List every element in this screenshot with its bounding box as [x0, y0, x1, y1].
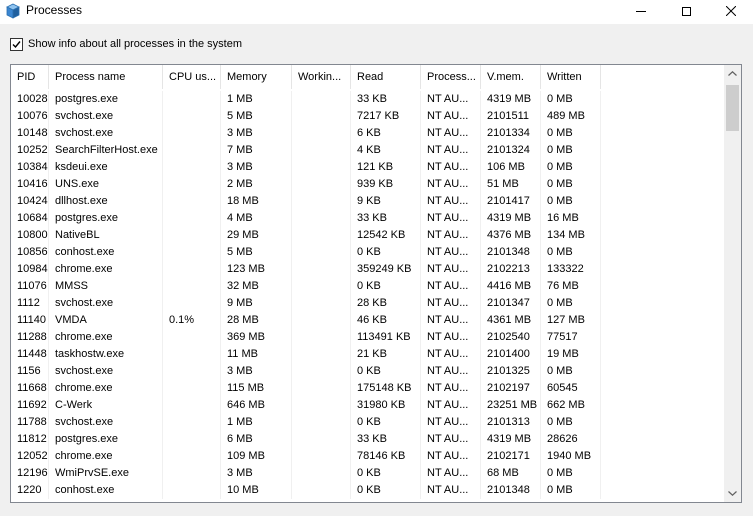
read-cell: 46 KB [351, 312, 421, 329]
cpu-usage-cell [163, 346, 221, 363]
memory-cell: 10 MB [221, 482, 292, 499]
working-set-cell [292, 91, 351, 108]
working-set-cell [292, 414, 351, 431]
column-header-working-set[interactable]: Workin... [292, 65, 351, 89]
process-owner-cell: NT AU... [421, 278, 481, 295]
process-name-cell: MMSS [49, 278, 163, 295]
virtual-memory-cell: 2101348 [481, 482, 541, 499]
pid-cell: 1220 [11, 482, 49, 499]
window-title: Processes [26, 3, 83, 17]
read-cell: 28 KB [351, 295, 421, 312]
cpu-usage-cell [163, 159, 221, 176]
written-cell: 0 MB [541, 159, 601, 176]
table-row[interactable] [11, 193, 725, 210]
pid-cell: 10148 [11, 125, 49, 142]
written-cell: 16 MB [541, 210, 601, 227]
memory-cell: 2 MB [221, 176, 292, 193]
working-set-cell [292, 210, 351, 227]
chevron-up-icon [728, 71, 737, 76]
row-filler [601, 363, 725, 380]
process-name-cell: svchost.exe [49, 414, 163, 431]
written-cell: 662 MB [541, 397, 601, 414]
process-name-cell: svchost.exe [49, 125, 163, 142]
process-owner-cell: NT AU... [421, 414, 481, 431]
cpu-usage-cell [163, 142, 221, 159]
scroll-up-button[interactable] [724, 65, 741, 82]
cpu-usage-cell [163, 193, 221, 210]
process-name-cell: svchost.exe [49, 363, 163, 380]
written-cell: 0 MB [541, 91, 601, 108]
working-set-cell [292, 482, 351, 499]
row-filler [601, 142, 725, 159]
table-row[interactable] [11, 380, 725, 397]
working-set-cell [292, 465, 351, 482]
pid-cell: 10984 [11, 261, 49, 278]
process-owner-cell: NT AU... [421, 465, 481, 482]
working-set-cell [292, 329, 351, 346]
read-cell: 12542 KB [351, 227, 421, 244]
column-header-written[interactable]: Written [541, 65, 601, 89]
minimize-button[interactable] [618, 0, 664, 22]
virtual-memory-cell: 2101511 [481, 108, 541, 125]
cpu-usage-cell [163, 482, 221, 499]
column-header-memory[interactable]: Memory [221, 65, 292, 89]
read-cell: 0 KB [351, 482, 421, 499]
row-filler [601, 227, 725, 244]
row-filler [601, 448, 725, 465]
column-header-process-name[interactable]: Process name [49, 65, 163, 89]
table-row[interactable] [11, 261, 725, 278]
working-set-cell [292, 108, 351, 125]
memory-cell: 32 MB [221, 278, 292, 295]
read-cell: 113491 KB [351, 329, 421, 346]
working-set-cell [292, 278, 351, 295]
pid-cell: 11076 [11, 278, 49, 295]
row-filler [601, 431, 725, 448]
column-header-filler [601, 65, 725, 89]
written-cell: 76 MB [541, 278, 601, 295]
cpu-usage-cell: 0.1% [163, 312, 221, 329]
virtual-memory-cell: 4376 MB [481, 227, 541, 244]
row-filler [601, 108, 725, 125]
memory-cell: 1 MB [221, 91, 292, 108]
cpu-usage-cell [163, 397, 221, 414]
process-owner-cell: NT AU... [421, 380, 481, 397]
process-name-cell: UNS.exe [49, 176, 163, 193]
written-cell: 134 MB [541, 227, 601, 244]
row-filler [601, 380, 725, 397]
pid-cell: 11812 [11, 431, 49, 448]
scroll-thumb[interactable] [726, 85, 739, 131]
table-row[interactable] [11, 227, 725, 244]
process-name-cell: conhost.exe [49, 244, 163, 261]
process-owner-cell: NT AU... [421, 397, 481, 414]
table-row[interactable] [11, 108, 725, 125]
process-name-cell: svchost.exe [49, 108, 163, 125]
virtual-memory-cell: 2101325 [481, 363, 541, 380]
memory-cell: 369 MB [221, 329, 292, 346]
process-name-cell: postgres.exe [49, 210, 163, 227]
cpu-usage-cell [163, 108, 221, 125]
virtual-memory-cell: 4416 MB [481, 278, 541, 295]
read-cell: 939 KB [351, 176, 421, 193]
process-name-cell: VMDA [49, 312, 163, 329]
process-name-cell: chrome.exe [49, 261, 163, 278]
process-owner-cell: NT AU... [421, 329, 481, 346]
vertical-scrollbar[interactable] [724, 65, 741, 502]
read-cell: 359249 KB [351, 261, 421, 278]
virtual-memory-cell: 2102540 [481, 329, 541, 346]
pid-cell: 10416 [11, 176, 49, 193]
process-name-cell: conhost.exe [49, 482, 163, 499]
table-row[interactable] [11, 448, 725, 465]
cpu-usage-cell [163, 125, 221, 142]
virtual-memory-cell: 4319 MB [481, 431, 541, 448]
pid-cell: 1156 [11, 363, 49, 380]
row-filler [601, 261, 725, 278]
title-bar [0, 0, 753, 24]
show-all-processes-label: Show info about all processes in the system [28, 37, 243, 50]
written-cell: 127 MB [541, 312, 601, 329]
row-filler [601, 159, 725, 176]
cpu-usage-cell [163, 363, 221, 380]
process-owner-cell: NT AU... [421, 346, 481, 363]
process-name-cell: chrome.exe [49, 329, 163, 346]
read-cell: 0 KB [351, 414, 421, 431]
process-list[interactable] [10, 64, 742, 503]
working-set-cell [292, 142, 351, 159]
cpu-usage-cell [163, 448, 221, 465]
read-cell: 7217 KB [351, 108, 421, 125]
process-owner-cell: NT AU... [421, 244, 481, 261]
table-row[interactable] [11, 329, 725, 346]
process-name-cell: svchost.exe [49, 295, 163, 312]
written-cell: 0 MB [541, 295, 601, 312]
written-cell: 0 MB [541, 176, 601, 193]
memory-cell: 3 MB [221, 465, 292, 482]
memory-cell: 9 MB [221, 295, 292, 312]
process-owner-cell: NT AU... [421, 159, 481, 176]
memory-cell: 29 MB [221, 227, 292, 244]
virtual-memory-cell: 2101417 [481, 193, 541, 210]
working-set-cell [292, 176, 351, 193]
show-all-processes-checkbox[interactable] [10, 38, 23, 51]
process-name-cell: taskhostw.exe [49, 346, 163, 363]
table-row[interactable] [11, 414, 725, 431]
read-cell: 33 KB [351, 431, 421, 448]
read-cell: 33 KB [351, 210, 421, 227]
minimize-icon [636, 11, 646, 12]
cpu-usage-cell [163, 261, 221, 278]
row-filler [601, 210, 725, 227]
column-header-virtual-memory[interactable]: V.mem. [481, 65, 541, 89]
working-set-cell [292, 227, 351, 244]
table-row[interactable] [11, 210, 725, 227]
cpu-usage-cell [163, 91, 221, 108]
process-name-cell: postgres.exe [49, 91, 163, 108]
process-owner-cell: NT AU... [421, 482, 481, 499]
show-all-processes-option[interactable] [10, 37, 242, 51]
memory-cell: 1 MB [221, 414, 292, 431]
cpu-usage-cell [163, 176, 221, 193]
table-row[interactable] [11, 244, 725, 261]
written-cell: 28626 [541, 431, 601, 448]
read-cell: 175148 KB [351, 380, 421, 397]
table-row[interactable] [11, 159, 725, 176]
row-filler [601, 176, 725, 193]
read-cell: 0 KB [351, 278, 421, 295]
virtual-memory-cell: 4319 MB [481, 91, 541, 108]
virtual-memory-cell: 2101347 [481, 295, 541, 312]
memory-cell: 5 MB [221, 244, 292, 261]
working-set-cell [292, 159, 351, 176]
cpu-usage-cell [163, 431, 221, 448]
row-filler [601, 414, 725, 431]
process-name-cell: postgres.exe [49, 431, 163, 448]
process-owner-cell: NT AU... [421, 363, 481, 380]
row-filler [601, 193, 725, 210]
process-owner-cell: NT AU... [421, 91, 481, 108]
cpu-usage-cell [163, 227, 221, 244]
checkmark-icon [11, 39, 22, 50]
chevron-down-icon [728, 491, 737, 496]
memory-cell: 18 MB [221, 193, 292, 210]
written-cell: 133322 [541, 261, 601, 278]
working-set-cell [292, 125, 351, 142]
virtual-memory-cell: 2101348 [481, 244, 541, 261]
cpu-usage-cell [163, 380, 221, 397]
close-icon [726, 6, 736, 16]
virtual-memory-cell: 2102171 [481, 448, 541, 465]
working-set-cell [292, 312, 351, 329]
process-owner-cell: NT AU... [421, 142, 481, 159]
table-row[interactable] [11, 465, 725, 482]
written-cell: 0 MB [541, 465, 601, 482]
read-cell: 33 KB [351, 91, 421, 108]
column-header-pid[interactable]: PID [11, 65, 49, 89]
table-row[interactable] [11, 397, 725, 414]
pid-cell: 11668 [11, 380, 49, 397]
process-owner-cell: NT AU... [421, 227, 481, 244]
read-cell: 0 KB [351, 363, 421, 380]
process-owner-cell: NT AU... [421, 193, 481, 210]
written-cell: 1940 MB [541, 448, 601, 465]
virtual-memory-cell: 2101400 [481, 346, 541, 363]
table-row[interactable] [11, 482, 725, 499]
row-filler [601, 397, 725, 414]
virtual-memory-cell: 2101334 [481, 125, 541, 142]
row-filler [601, 278, 725, 295]
written-cell: 0 MB [541, 193, 601, 210]
working-set-cell [292, 448, 351, 465]
process-name-cell: NativeBL [49, 227, 163, 244]
column-header-cpu-usage[interactable]: CPU us... [163, 65, 221, 89]
process-owner-cell: NT AU... [421, 295, 481, 312]
working-set-cell [292, 261, 351, 278]
virtual-memory-cell: 2102213 [481, 261, 541, 278]
pid-cell: 11788 [11, 414, 49, 431]
cpu-usage-cell [163, 295, 221, 312]
written-cell: 0 MB [541, 142, 601, 159]
read-cell: 78146 KB [351, 448, 421, 465]
read-cell: 121 KB [351, 159, 421, 176]
process-owner-cell: NT AU... [421, 108, 481, 125]
memory-cell: 5 MB [221, 108, 292, 125]
table-row[interactable] [11, 295, 725, 312]
pid-cell: 10384 [11, 159, 49, 176]
row-filler [601, 465, 725, 482]
pid-cell: 10252 [11, 142, 49, 159]
read-cell: 6 KB [351, 125, 421, 142]
process-name-cell: dllhost.exe [49, 193, 163, 210]
virtual-memory-cell: 68 MB [481, 465, 541, 482]
maximize-icon [682, 7, 691, 16]
row-filler [601, 329, 725, 346]
process-name-cell: C-Werk [49, 397, 163, 414]
process-owner-cell: NT AU... [421, 210, 481, 227]
process-name-cell: chrome.exe [49, 380, 163, 397]
pid-cell: 11692 [11, 397, 49, 414]
working-set-cell [292, 346, 351, 363]
working-set-cell [292, 363, 351, 380]
row-filler [601, 244, 725, 261]
process-name-cell: SearchFilterHost.exe [49, 142, 163, 159]
working-set-cell [292, 431, 351, 448]
memory-cell: 109 MB [221, 448, 292, 465]
virtual-memory-cell: 2102197 [481, 380, 541, 397]
memory-cell: 123 MB [221, 261, 292, 278]
row-filler [601, 91, 725, 108]
pid-cell: 12196 [11, 465, 49, 482]
working-set-cell [292, 244, 351, 261]
pid-cell: 11448 [11, 346, 49, 363]
memory-cell: 4 MB [221, 210, 292, 227]
table-row[interactable] [11, 142, 725, 159]
table-row[interactable] [11, 125, 725, 142]
process-owner-cell: NT AU... [421, 431, 481, 448]
pid-cell: 1112 [11, 295, 49, 312]
written-cell: 0 MB [541, 244, 601, 261]
working-set-cell [292, 295, 351, 312]
working-set-cell [292, 193, 351, 210]
process-name-cell: chrome.exe [49, 448, 163, 465]
cpu-usage-cell [163, 244, 221, 261]
pid-cell: 10076 [11, 108, 49, 125]
cpu-usage-cell [163, 210, 221, 227]
pid-cell: 11288 [11, 329, 49, 346]
row-filler [601, 346, 725, 363]
table-row[interactable] [11, 346, 725, 363]
written-cell: 77517 [541, 329, 601, 346]
memory-cell: 646 MB [221, 397, 292, 414]
virtual-memory-cell: 4361 MB [481, 312, 541, 329]
written-cell: 0 MB [541, 482, 601, 499]
table-row[interactable] [11, 91, 725, 108]
table-row[interactable] [11, 363, 725, 380]
memory-cell: 6 MB [221, 431, 292, 448]
pid-cell: 12052 [11, 448, 49, 465]
read-cell: 31980 KB [351, 397, 421, 414]
virtual-memory-cell: 2101313 [481, 414, 541, 431]
maximize-button[interactable] [663, 0, 709, 22]
read-cell: 21 KB [351, 346, 421, 363]
memory-cell: 7 MB [221, 142, 292, 159]
virtual-memory-cell: 2101324 [481, 142, 541, 159]
pid-cell: 10856 [11, 244, 49, 261]
written-cell: 60545 [541, 380, 601, 397]
virtual-memory-cell: 23251 MB [481, 397, 541, 414]
row-filler [601, 125, 725, 142]
working-set-cell [292, 380, 351, 397]
read-cell: 4 KB [351, 142, 421, 159]
read-cell: 9 KB [351, 193, 421, 210]
written-cell: 0 MB [541, 414, 601, 431]
pid-cell: 10684 [11, 210, 49, 227]
memory-cell: 28 MB [221, 312, 292, 329]
row-filler [601, 482, 725, 499]
working-set-cell [292, 397, 351, 414]
pid-cell: 11140 [11, 312, 49, 329]
cpu-usage-cell [163, 465, 221, 482]
read-cell: 0 KB [351, 244, 421, 261]
process-owner-cell: NT AU... [421, 448, 481, 465]
virtual-memory-cell: 51 MB [481, 176, 541, 193]
written-cell: 0 MB [541, 125, 601, 142]
close-button[interactable] [708, 0, 753, 22]
memory-cell: 11 MB [221, 346, 292, 363]
pid-cell: 10028 [11, 91, 49, 108]
process-owner-cell: NT AU... [421, 125, 481, 142]
table-row[interactable] [11, 176, 725, 193]
process-name-cell: WmiPrvSE.exe [49, 465, 163, 482]
process-owner-cell: NT AU... [421, 261, 481, 278]
scroll-down-button[interactable] [724, 485, 741, 502]
process-name-cell: ksdeui.exe [49, 159, 163, 176]
memory-cell: 3 MB [221, 125, 292, 142]
cube-icon [6, 3, 20, 19]
table-row[interactable] [11, 278, 725, 295]
process-owner-cell: NT AU... [421, 176, 481, 193]
table-row[interactable] [11, 312, 725, 329]
cpu-usage-cell [163, 278, 221, 295]
column-header-process-owner[interactable]: Process... [421, 65, 481, 89]
written-cell: 19 MB [541, 346, 601, 363]
memory-cell: 3 MB [221, 363, 292, 380]
process-rows [11, 91, 725, 499]
virtual-memory-cell: 106 MB [481, 159, 541, 176]
column-header-row [11, 65, 725, 89]
column-header-read[interactable]: Read [351, 65, 421, 89]
read-cell: 0 KB [351, 465, 421, 482]
row-filler [601, 295, 725, 312]
pid-cell: 10424 [11, 193, 49, 210]
pid-cell: 10800 [11, 227, 49, 244]
row-filler [601, 312, 725, 329]
memory-cell: 3 MB [221, 159, 292, 176]
written-cell: 0 MB [541, 363, 601, 380]
cpu-usage-cell [163, 414, 221, 431]
virtual-memory-cell: 4319 MB [481, 210, 541, 227]
process-owner-cell: NT AU... [421, 312, 481, 329]
memory-cell: 115 MB [221, 380, 292, 397]
written-cell: 489 MB [541, 108, 601, 125]
cpu-usage-cell [163, 329, 221, 346]
table-row[interactable] [11, 431, 725, 448]
